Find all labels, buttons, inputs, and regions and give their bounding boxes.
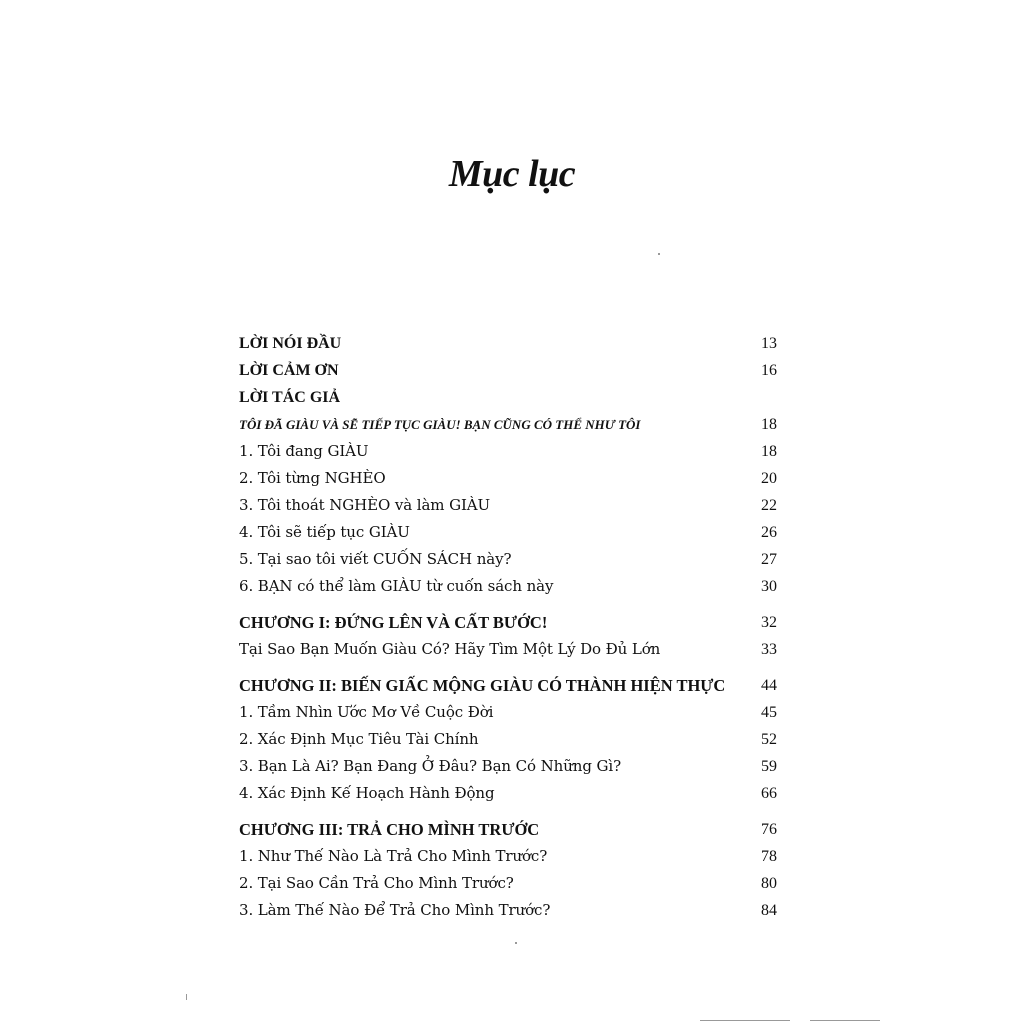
toc-entry-item: [239, 465, 779, 492]
table-of-contents: [239, 330, 779, 924]
toc-page-number: 84: [761, 902, 777, 919]
toc-entry-item: [239, 699, 779, 726]
scan-edge-mark: [700, 1020, 790, 1021]
toc-entry-item: [239, 870, 779, 897]
scan-speck: [186, 994, 187, 1000]
toc-page-number: 78: [761, 848, 777, 865]
toc-entry-chapter: [239, 672, 779, 699]
toc-page-number: 30: [761, 578, 777, 595]
toc-page-number: 22: [761, 497, 777, 514]
toc-entry-chapter: [239, 816, 779, 843]
toc-page-number: 32: [761, 614, 777, 631]
toc-entry-title: 1. Như Thế Nào Là Trả Cho Mình Trước?: [239, 847, 548, 865]
toc-entry-item: [239, 546, 779, 573]
toc-page-number: 27: [761, 551, 777, 568]
toc-entry-title: 2. Tại Sao Cần Trả Cho Mình Trước?: [239, 874, 514, 892]
toc-entry-title: 3. Bạn Là Ai? Bạn Đang Ở Đâu? Bạn Có Những Gì?: [239, 757, 622, 775]
toc-page-number: 66: [761, 785, 777, 802]
toc-entry-item: [239, 897, 779, 924]
page-title: Mục lục: [448, 153, 576, 195]
toc-entry-title: 6. BẠN có thể làm GIÀU từ cuốn sách này: [239, 577, 554, 595]
scan-speck: [658, 253, 660, 255]
toc-page-number: 76: [761, 821, 777, 838]
toc-entry-item: [239, 753, 779, 780]
toc-entry-item: [239, 726, 779, 753]
toc-entry-item: [239, 492, 779, 519]
toc-page-number: 20: [761, 470, 777, 487]
toc-entry-item: [239, 636, 779, 663]
toc-entry-item: [239, 573, 779, 600]
toc-entry-item: [239, 780, 779, 807]
toc-page-number: 18: [761, 443, 777, 460]
toc-entry-title: 1. Tầm Nhìn Ước Mơ Về Cuộc Đời: [239, 703, 494, 721]
toc-entry-title: CHƯƠNG I: ĐỨNG LÊN VÀ CẤT BƯỚC!: [239, 613, 548, 632]
toc-entry-front: [239, 384, 779, 411]
toc-entry-title: 1. Tôi đang GIÀU: [239, 442, 369, 460]
toc-page-number: 13: [761, 335, 777, 352]
scan-edge-mark: [810, 1020, 880, 1021]
toc-page-number: 26: [761, 524, 777, 541]
toc-page-number: 44: [761, 677, 777, 694]
toc-page-number: 52: [761, 731, 777, 748]
toc-entry-title: TÔI ĐÃ GIÀU VÀ SẼ TIẾP TỤC GIÀU! BẠN CŨNG CÓ THỂ NHƯ TÔI: [239, 417, 641, 432]
toc-entry-title: LỜI TÁC GIẢ: [239, 389, 341, 406]
toc-page-number: 59: [761, 758, 777, 775]
toc-entry-title: 4. Tôi sẽ tiếp tục GIÀU: [239, 523, 410, 541]
toc-entry-title: 2. Xác Định Mục Tiêu Tài Chính: [239, 730, 479, 748]
toc-entry-title: 5. Tại sao tôi viết CUỐN SÁCH này?: [239, 550, 512, 568]
toc-entry-title: 3. Tôi thoát NGHÈO và làm GIÀU: [239, 496, 491, 514]
toc-entry-sub: [239, 411, 779, 438]
scan-speck: [515, 942, 517, 944]
toc-entry-title: Tại Sao Bạn Muốn Giàu Có? Hãy Tìm Một Lý Do Đủ Lớn: [239, 640, 661, 658]
toc-page-number: 18: [761, 416, 777, 433]
toc-entry-item: [239, 438, 779, 465]
toc-entry-front: [239, 357, 779, 384]
toc-entry-front: [239, 330, 779, 357]
toc-page-number: 45: [761, 704, 777, 721]
toc-page-number: 80: [761, 875, 777, 892]
toc-page-number: 33: [761, 641, 777, 658]
toc-entry-item: [239, 843, 779, 870]
toc-entry-title: CHƯƠNG II: BIẾN GIẤC MỘNG GIÀU CÓ THÀNH HIỆN THỰC: [239, 676, 726, 695]
toc-entry-title: 3. Làm Thế Nào Để Trả Cho Mình Trước?: [239, 901, 551, 919]
toc-page-number: 16: [761, 362, 777, 379]
toc-entry-title: LỜI NÓI ĐẦU: [239, 335, 342, 352]
toc-entry-title: 4. Xác Định Kế Hoạch Hành Động: [239, 784, 495, 802]
toc-entry-chapter: [239, 609, 779, 636]
toc-entry-item: [239, 519, 779, 546]
toc-entry-title: 2. Tôi từng NGHÈO: [239, 469, 386, 487]
toc-entry-title: CHƯƠNG III: TRẢ CHO MÌNH TRƯỚC: [239, 820, 540, 839]
toc-entry-title: LỜI CẢM ƠN: [239, 362, 339, 379]
